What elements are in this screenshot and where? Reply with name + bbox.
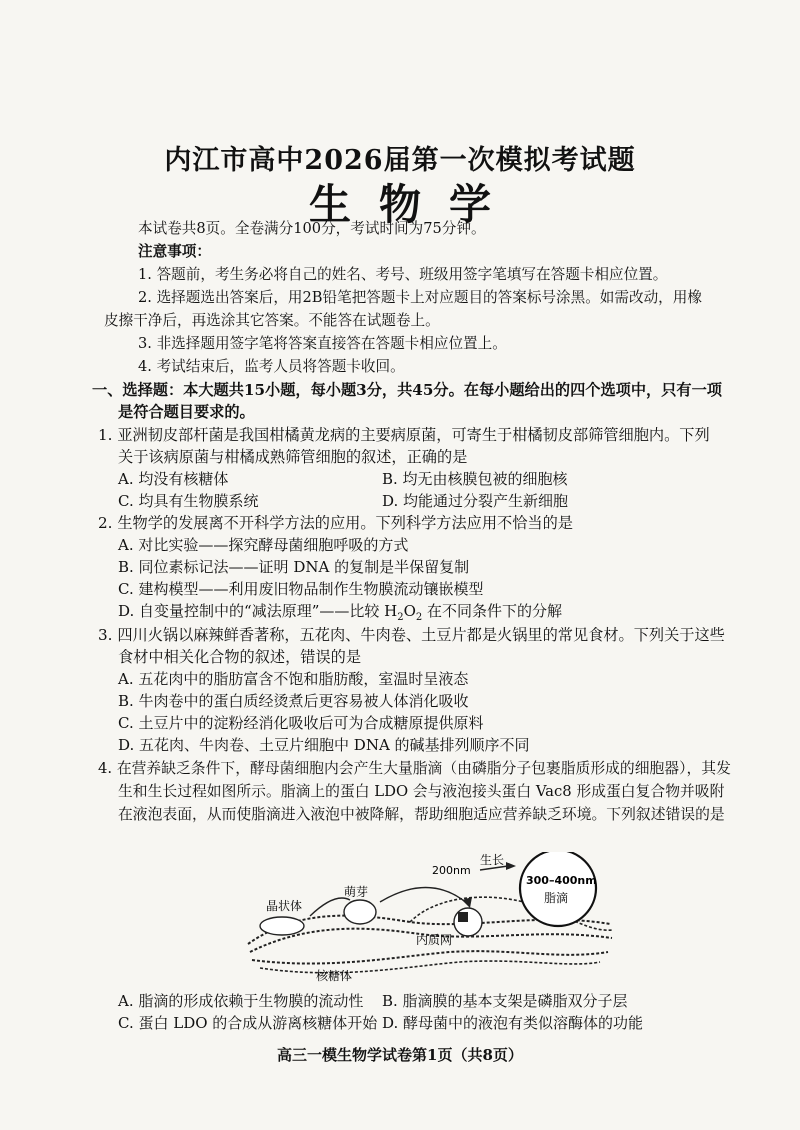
section-heading-cont: 是符合题目要求的。: [118, 403, 255, 421]
q4-option-d[interactable]: D. 酵母菌中的液泡有类似溶酶体的功能: [382, 1014, 644, 1032]
label-crystal: 晶状体: [266, 899, 303, 913]
question-1-stem-cont: 关于该病原菌与柑橘成熟筛管细胞的叙述，正确的是: [118, 448, 468, 466]
question-4-stem-cont: 在液泡表面，从而使脂滴进入液泡中被降解，帮助细胞适应营养缺乏环境。下列叙述错误的是: [118, 806, 725, 823]
q2-option-a[interactable]: A. 对比实验——探究酵母菌细胞呼吸的方式: [118, 536, 409, 554]
q2-option-b[interactable]: B. 同位素标记法——证明 DNA 的复制是半保留复制: [118, 558, 470, 576]
exam-intro: 本试卷共8页。全卷满分100分，考试时间为75分钟。: [138, 220, 486, 237]
question-3-stem-cont: 食材中相关化合物的叙述，错误的是: [118, 648, 361, 666]
q3-option-d[interactable]: D. 五花肉、牛肉卷、土豆片细胞中 DNA 的碱基排列顺序不同: [118, 736, 530, 754]
q4-option-b[interactable]: B. 脂滴膜的基本支架是磷脂双分子层: [382, 992, 628, 1010]
q2-option-d-text: D. 自变量控制中的“减法原理”——比较 H: [118, 602, 398, 620]
label-200nm: 200nm: [432, 864, 471, 877]
notice-item: 4. 考试结束后，监考人员将答题卡收回。: [138, 358, 405, 375]
label-bud: 萌芽: [344, 885, 369, 899]
er-membrane: [260, 961, 600, 973]
notice-item: 1. 答题前，考生务必将自己的姓名、考号、班级用签字笔填写在答题卡相应位置。: [138, 266, 668, 283]
q1-option-d[interactable]: D. 均能通过分裂产生新细胞: [382, 492, 569, 510]
notice-item: 2. 选择题选出答案后，用2B铅笔把答题卡上对应题目的答案标号涂黑。如需改动，用橡: [138, 289, 702, 306]
q2-option-d-text: 在不同条件下的分解: [422, 602, 563, 620]
label-ribosome: 核糖体: [316, 969, 353, 983]
question-2-stem: 2. 生物学的发展离不开科学方法的应用。下列科学方法应用不恰当的是: [98, 514, 573, 532]
label-droplet: 脂滴: [544, 891, 569, 905]
subject-title: 生物学: [308, 180, 519, 229]
q2-option-c[interactable]: C. 建构模型——利用废旧物品制作生物膜流动镶嵌模型: [118, 580, 484, 598]
lipid-droplet-diagram: [240, 852, 620, 987]
notice-item: 3. 非选择题用签字笔将答案直接答在答题卡相应位置上。: [138, 335, 507, 352]
q4-option-c[interactable]: C. 蛋白 LDO 的合成从游离核糖体开始: [118, 1014, 378, 1032]
notice-heading: 注意事项：: [138, 243, 211, 260]
q3-option-b[interactable]: B. 牛肉卷中的蛋白质经烫煮后更容易被人体消化吸收: [118, 692, 469, 710]
question-3-stem: 3. 四川火锅以麻辣鲜香著称，五花肉、牛肉卷、土豆片都是火锅里的常见食材。下列关于这些: [98, 626, 725, 644]
arrow-head: [462, 897, 472, 908]
question-4-stem-cont: 生和生长过程如图所示。脂滴上的蛋白 LDO 会与液泡接头蛋白 Vac8 形成蛋白复合物并吸附: [118, 783, 725, 800]
label-er: 内质网: [416, 933, 453, 947]
page-footer: 高三一模生物学试卷第1页（共8页）: [277, 1046, 523, 1064]
label-size: 300–400nm: [526, 874, 597, 887]
question-1-stem: 1. 亚洲韧皮部杆菌是我国柑橘黄龙病的主要病原菌，可寄生于柑橘韧皮部筛管细胞内。下列: [98, 426, 710, 444]
q1-option-c[interactable]: C. 均具有生物膜系统: [118, 492, 259, 510]
question-4-stem: 4. 在营养缺乏条件下，酵母菌细胞内会产生大量脂滴（由磷脂分子包裹脂质形成的细胞器），其发: [98, 760, 731, 777]
q1-option-b[interactable]: B. 均无由核膜包被的细胞核: [382, 470, 568, 488]
q3-option-c[interactable]: C. 土豆片中的淀粉经消化吸收后可为合成糖原提供原料: [118, 714, 484, 732]
mature-droplet: [520, 852, 596, 926]
notice-item-cont: 皮擦干净后，再选涂其它答案。不能答在试题卷上。: [104, 312, 440, 329]
bud-shape: [344, 900, 376, 924]
subscript: 2: [415, 612, 423, 623]
arrow-growth: [380, 887, 468, 904]
label-grow: 生长: [480, 853, 505, 867]
q2-option-d-text: O: [403, 602, 416, 620]
q4-option-a[interactable]: A. 脂滴的形成依赖于生物膜的流动性: [118, 992, 364, 1010]
crystal-lens-shape: [260, 917, 304, 935]
q3-option-a[interactable]: A. 五花肉中的脂肪富含不饱和脂肪酸，室温时呈液态: [118, 670, 469, 688]
er-membrane: [252, 951, 608, 963]
protein-marker: [458, 912, 468, 922]
exam-title: 内江市高中2026届第一次模拟考试题: [164, 145, 636, 176]
subscript: 2: [397, 612, 404, 623]
arrow-head: [506, 862, 516, 870]
section-heading: 一、选择题：本大题共15小题，每小题3分，共45分。在每小题给出的四个选项中，只有一项: [92, 381, 722, 399]
q1-option-a[interactable]: A. 均没有核糖体: [118, 470, 229, 488]
